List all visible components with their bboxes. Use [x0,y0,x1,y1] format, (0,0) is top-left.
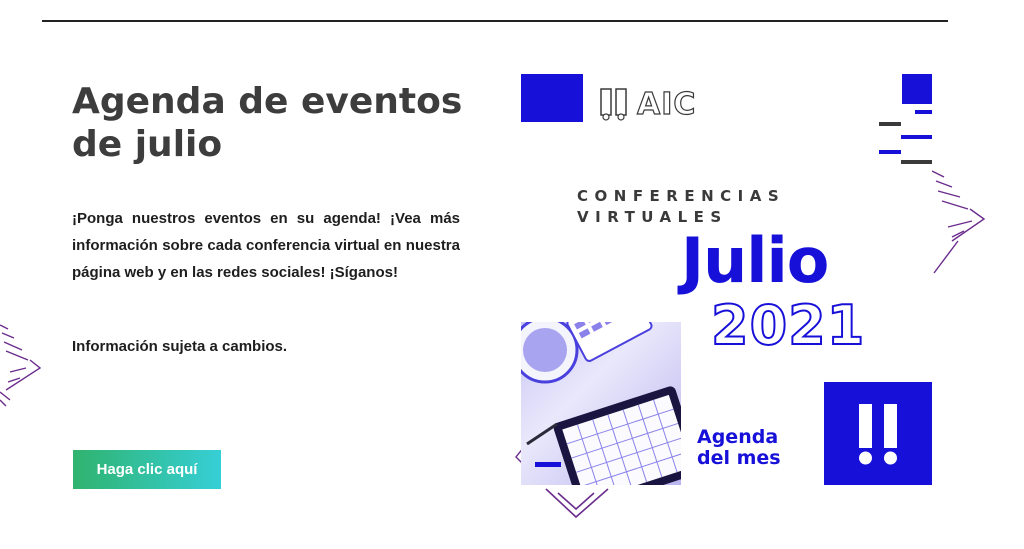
click-here-button[interactable]: Haga clic aquí [73,450,221,489]
chevron-decoration-icon [928,165,990,277]
page-title: Agenda de eventos de julio [72,81,463,165]
conference-line-1: CONFERENCIAS [577,187,786,205]
agenda-line-1: Agenda [697,426,779,448]
decorative-dash [879,122,901,126]
disclaimer-text: Información sujeta a cambios. [72,338,288,355]
brand-block [521,74,583,122]
decorative-dash [879,150,901,154]
decorative-dash [915,110,932,114]
calendar-icon [552,385,681,485]
aic-logo-text: AIC [637,86,697,122]
chevron-decoration-icon [542,487,612,523]
desk-photo [521,322,681,485]
year-label: 2021 [711,294,866,357]
agenda-line-2: del mes [697,447,781,469]
aic-logo-icon [824,382,932,485]
decorative-dash [901,135,932,139]
aic-logo-icon [599,87,631,121]
intro-text: ¡Ponga nuestros eventos en su agenda! ¡Vea más información sobre cada conferencia virtual en nuestra página web y en las redes sociales! ¡Síganos! [72,210,460,281]
decorative-dash [901,160,932,164]
chevron-decoration-icon [0,320,48,410]
top-divider [42,20,948,22]
agenda-heading [697,427,781,469]
aic-logo [599,86,696,122]
event-banner [521,74,932,485]
month-label: Julio [681,224,829,297]
conference-heading [577,186,785,228]
conference-line-2: VIRTUALES [577,208,728,226]
brand-logo-block [824,382,932,485]
tablet-icon [521,322,681,485]
brand-block [902,74,932,104]
